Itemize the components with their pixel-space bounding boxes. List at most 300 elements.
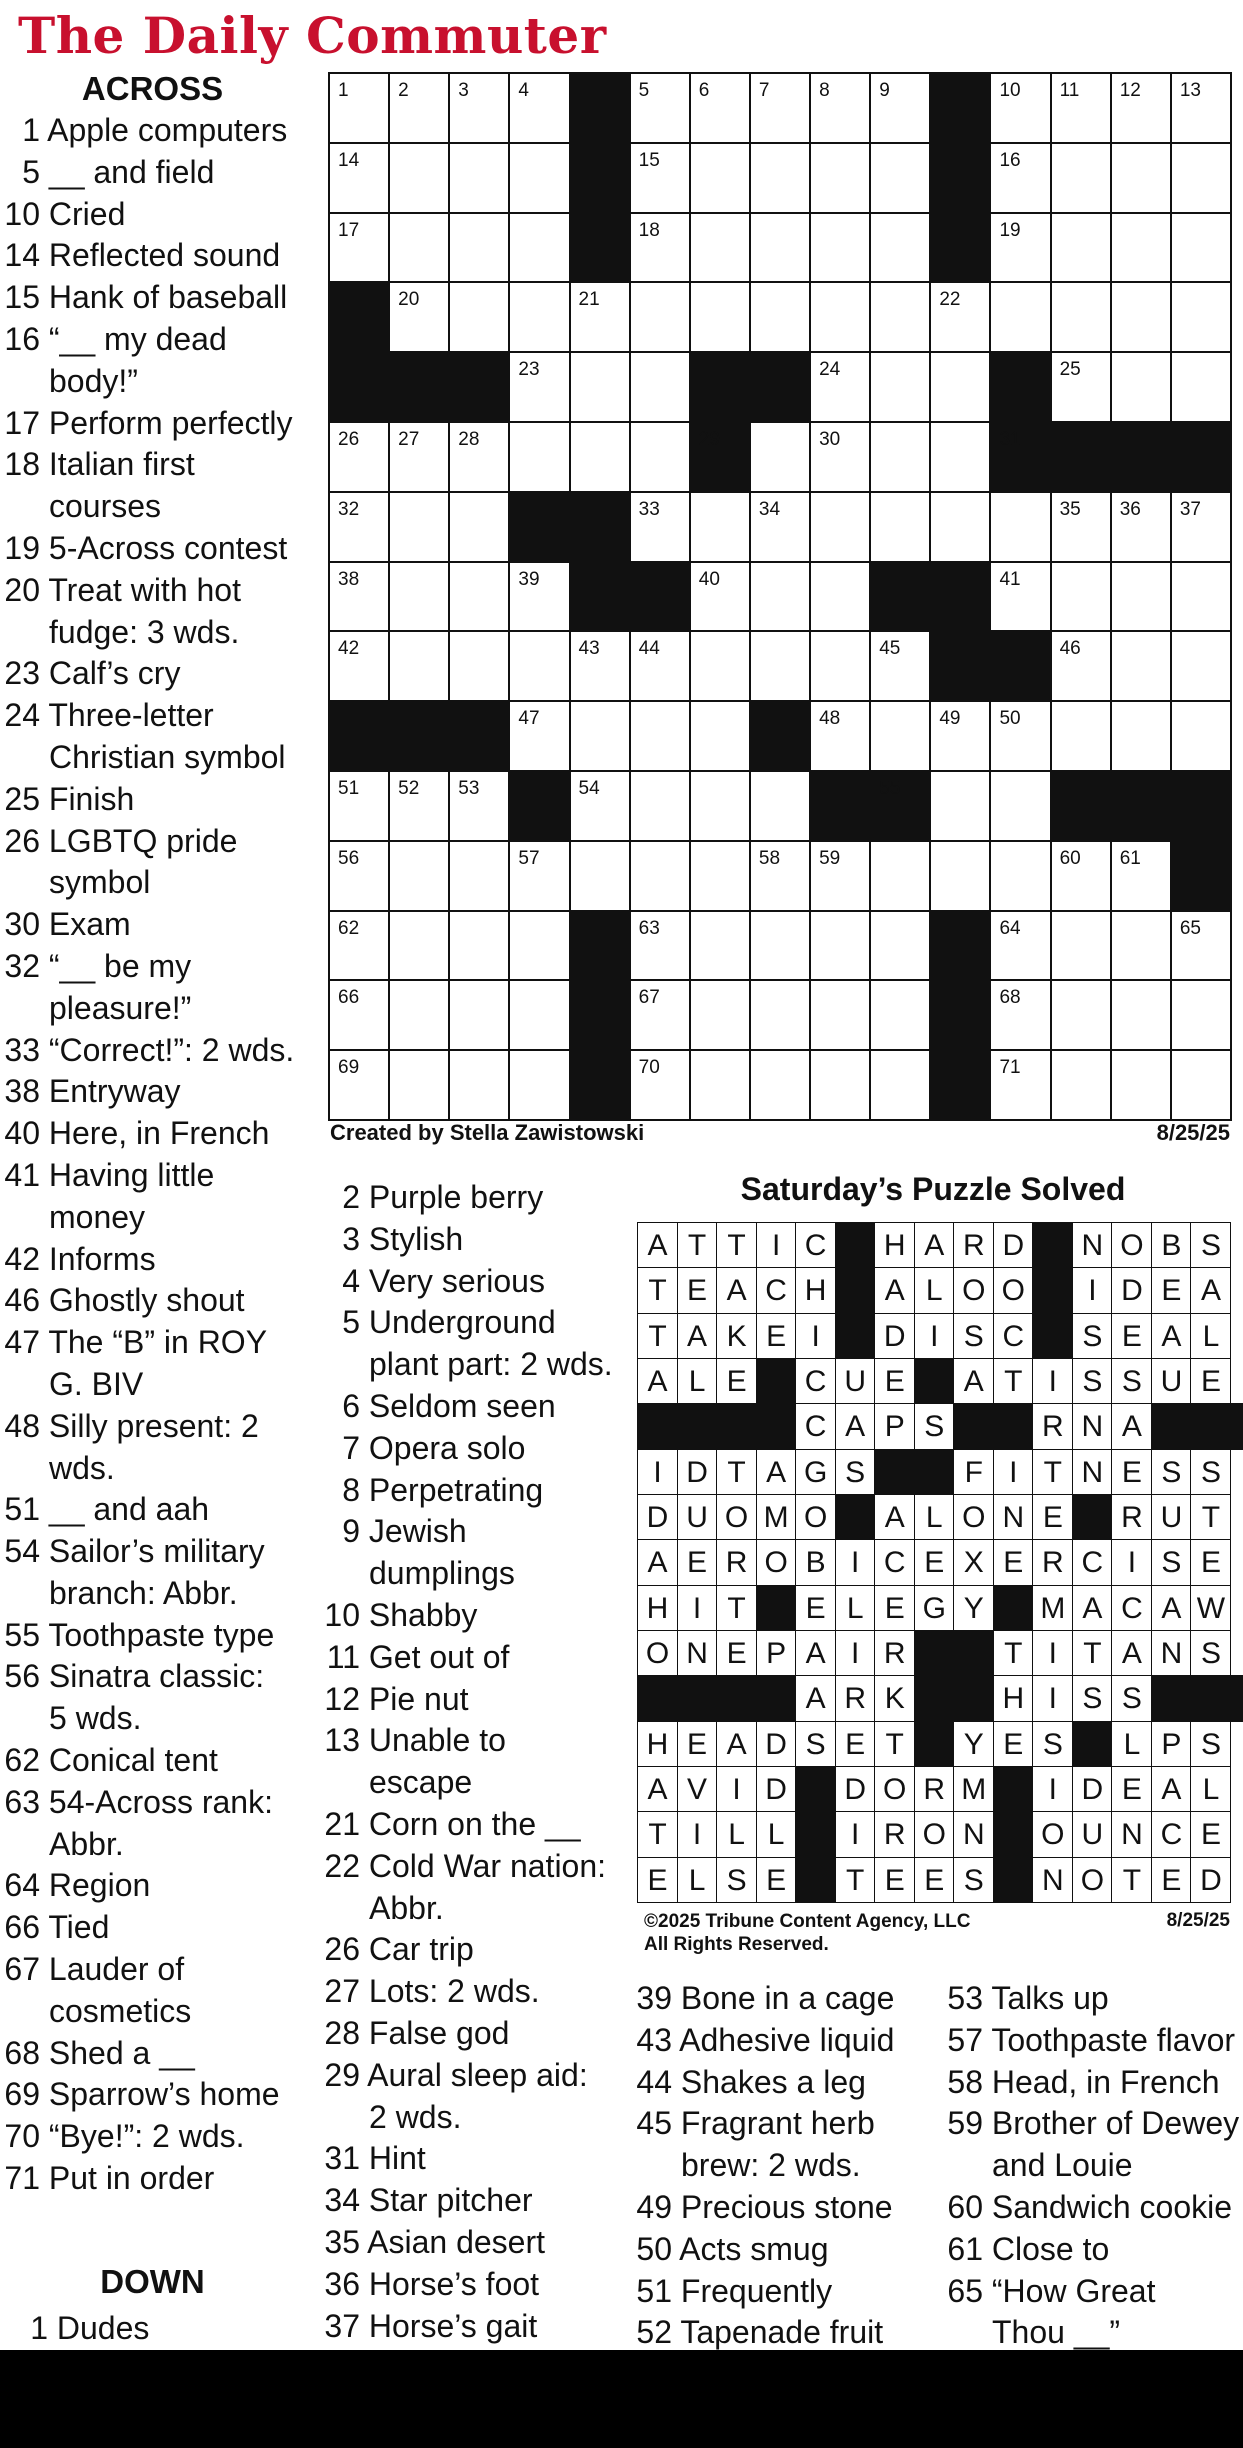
grid-cell[interactable] xyxy=(809,142,871,214)
grid-cell[interactable] xyxy=(629,421,691,493)
grid-cell[interactable] xyxy=(388,840,450,912)
solved-cell: D xyxy=(1111,1267,1152,1314)
grid-cell[interactable] xyxy=(869,491,931,563)
grid-cell[interactable] xyxy=(1110,72,1172,144)
grid-cell[interactable] xyxy=(1050,1049,1112,1121)
grid-cell[interactable] xyxy=(689,212,751,284)
grid-cell[interactable] xyxy=(388,281,450,353)
solved-cell: S xyxy=(953,1857,994,1904)
cell-number: 59 xyxy=(819,847,841,869)
black-square xyxy=(929,910,991,982)
grid-cell[interactable] xyxy=(1170,979,1232,1051)
clue-text: “__ be my xyxy=(40,947,192,984)
grid-cell[interactable] xyxy=(388,72,450,144)
black-square xyxy=(1110,770,1172,842)
down-clue-45 xyxy=(636,2103,894,2145)
grid-cell[interactable] xyxy=(749,561,811,633)
solved-cell: U xyxy=(835,1358,876,1405)
cell-number: 47 xyxy=(518,708,540,730)
grid-cell[interactable] xyxy=(448,281,510,353)
solved-grid xyxy=(637,1222,1230,1902)
grid-cell[interactable] xyxy=(448,421,510,493)
grid-cell[interactable] xyxy=(749,421,811,493)
grid-cell[interactable] xyxy=(508,561,570,633)
grid-cell[interactable] xyxy=(629,840,691,912)
down-clue-1 xyxy=(28,2308,149,2350)
grid-cell[interactable] xyxy=(508,72,570,144)
grid-cell[interactable] xyxy=(929,351,991,423)
grid-cell[interactable] xyxy=(749,142,811,214)
cell-number: 22 xyxy=(939,289,961,311)
across-clue-67 xyxy=(0,1949,320,1991)
grid-cell[interactable] xyxy=(809,700,871,772)
grid-cell[interactable] xyxy=(929,700,991,772)
grid-cell[interactable] xyxy=(809,491,871,563)
cell-number: 49 xyxy=(939,708,961,730)
grid-cell[interactable] xyxy=(1110,281,1172,353)
grid-cell[interactable] xyxy=(989,700,1051,772)
grid-cell[interactable] xyxy=(929,421,991,493)
grid-cell[interactable] xyxy=(328,72,390,144)
black-square xyxy=(869,561,931,633)
grid-cell[interactable] xyxy=(1110,561,1172,633)
grid-cell[interactable] xyxy=(1110,351,1172,423)
solved-black-square xyxy=(637,1675,678,1722)
cell-number: 70 xyxy=(638,1057,660,1079)
solved-cell: T xyxy=(874,1721,915,1768)
solved-black-square xyxy=(756,1675,797,1722)
across-clue-5 xyxy=(0,152,320,194)
grid-cell[interactable] xyxy=(689,979,751,1051)
grid-cell[interactable] xyxy=(1170,630,1232,702)
grid-cell[interactable] xyxy=(629,910,691,982)
grid-cell[interactable] xyxy=(388,910,450,982)
grid-cell[interactable] xyxy=(508,142,570,214)
grid-cell[interactable] xyxy=(328,770,390,842)
grid-cell[interactable] xyxy=(1110,700,1172,772)
grid-cell[interactable] xyxy=(869,840,931,912)
grid-cell[interactable] xyxy=(989,1049,1051,1121)
grid-cell[interactable] xyxy=(508,421,570,493)
grid-cell[interactable] xyxy=(689,770,751,842)
grid-cell[interactable] xyxy=(508,840,570,912)
solved-cell: S xyxy=(1072,1675,1113,1722)
clue-number: 59 xyxy=(947,2105,983,2142)
grid-cell[interactable] xyxy=(1050,491,1112,563)
solved-cell: L xyxy=(914,1494,955,1541)
grid-cell[interactable] xyxy=(689,1049,751,1121)
solved-cell: I xyxy=(795,1313,836,1360)
solved-cell: S xyxy=(1190,1222,1231,1269)
grid-cell[interactable] xyxy=(388,979,450,1051)
grid-cell[interactable] xyxy=(328,979,390,1051)
grid-cell[interactable] xyxy=(989,910,1051,982)
grid-cell[interactable] xyxy=(1170,910,1232,982)
grid-cell[interactable] xyxy=(989,840,1051,912)
grid-cell[interactable] xyxy=(1050,840,1112,912)
grid-cell[interactable] xyxy=(929,281,991,353)
cell-number: 20 xyxy=(398,289,420,311)
clue-text: Horse’s foot xyxy=(360,2265,540,2302)
grid-cell[interactable] xyxy=(749,979,811,1051)
grid-cell[interactable] xyxy=(508,281,570,353)
solved-cell: C xyxy=(795,1403,836,1450)
clue-number: 18 xyxy=(4,446,40,483)
grid-cell[interactable] xyxy=(689,561,751,633)
solved-cell: C xyxy=(1151,1811,1192,1858)
grid-cell[interactable] xyxy=(1050,212,1112,284)
grid-cell[interactable] xyxy=(448,72,510,144)
grid-cell[interactable] xyxy=(689,910,751,982)
solved-cell: A xyxy=(953,1358,994,1405)
solved-black-square xyxy=(756,1585,797,1632)
solved-cell: A xyxy=(716,1721,757,1768)
copyright xyxy=(644,1910,971,1956)
grid-cell[interactable] xyxy=(689,281,751,353)
grid-cell[interactable] xyxy=(809,979,871,1051)
solved-cell: H xyxy=(637,1585,678,1632)
clue-number: 9 xyxy=(342,1513,360,1550)
grid-cell[interactable] xyxy=(749,840,811,912)
grid-cell[interactable] xyxy=(388,561,450,633)
grid-cell[interactable] xyxy=(1170,281,1232,353)
solved-cell: L xyxy=(677,1857,718,1904)
grid-cell[interactable] xyxy=(629,351,691,423)
grid-cell[interactable] xyxy=(629,142,691,214)
grid-cell[interactable] xyxy=(569,421,631,493)
cell-number: 14 xyxy=(338,149,360,171)
grid-cell[interactable] xyxy=(508,212,570,284)
grid-cell[interactable] xyxy=(629,630,691,702)
grid-cell[interactable] xyxy=(388,1049,450,1121)
grid-cell[interactable] xyxy=(1050,630,1112,702)
grid-cell[interactable] xyxy=(388,142,450,214)
grid-cell[interactable] xyxy=(629,72,691,144)
grid-cell[interactable] xyxy=(989,491,1051,563)
grid-cell[interactable] xyxy=(929,840,991,912)
clue-number: 16 xyxy=(4,320,40,357)
across-clue-20-cont: fudge: 3 wds. xyxy=(49,613,240,650)
grid-cell[interactable] xyxy=(749,630,811,702)
grid-cell[interactable] xyxy=(569,351,631,423)
clue-number: 10 xyxy=(4,195,40,232)
solved-cell: E xyxy=(756,1313,797,1360)
down-clue-26 xyxy=(320,1929,613,1971)
grid-cell[interactable] xyxy=(749,1049,811,1121)
solved-cell: I xyxy=(637,1449,678,1496)
grid-cell[interactable] xyxy=(1170,212,1232,284)
grid-cell[interactable] xyxy=(569,700,631,772)
across-clue-16 xyxy=(0,319,320,361)
grid-cell[interactable] xyxy=(569,840,631,912)
across-clue-56-cont: 5 wds. xyxy=(49,1700,142,1737)
solved-cell: N xyxy=(677,1630,718,1677)
clue-number: 12 xyxy=(324,1680,360,1717)
solved-cell: N xyxy=(1072,1449,1113,1496)
grid-cell[interactable] xyxy=(1050,281,1112,353)
grid-cell[interactable] xyxy=(328,910,390,982)
grid-cell[interactable] xyxy=(869,72,931,144)
grid-cell[interactable] xyxy=(809,72,871,144)
solved-black-square xyxy=(716,1403,757,1450)
grid-cell[interactable] xyxy=(448,491,510,563)
solved-cell: U xyxy=(1151,1358,1192,1405)
grid-cell[interactable] xyxy=(448,142,510,214)
solved-cell: O xyxy=(1111,1222,1152,1269)
clue-text: Purple berry xyxy=(360,1179,544,1215)
solved-cell: L xyxy=(914,1267,955,1314)
clue-number: 32 xyxy=(4,947,40,984)
across-clue-54 xyxy=(0,1531,320,1573)
clue-number: 51 xyxy=(636,2272,672,2309)
solved-cell: N xyxy=(1072,1222,1113,1269)
grid-cell[interactable] xyxy=(569,281,631,353)
solved-cell: D xyxy=(756,1721,797,1768)
solved-black-square xyxy=(756,1358,797,1405)
down-clue-43 xyxy=(636,2020,894,2062)
solved-cell: O xyxy=(874,1766,915,1813)
clue-text: Treat with hot xyxy=(40,571,241,608)
clue-text: Lots: 2 wds. xyxy=(360,1973,540,2010)
grid-cell[interactable] xyxy=(989,281,1051,353)
grid-cell[interactable] xyxy=(388,421,450,493)
grid-cell[interactable] xyxy=(328,142,390,214)
cell-number: 45 xyxy=(879,638,901,660)
grid-cell[interactable] xyxy=(689,491,751,563)
clue-number: 67 xyxy=(4,1951,40,1988)
clue-number: 53 xyxy=(947,1980,983,2016)
grid-cell[interactable] xyxy=(629,979,691,1051)
cell-number: 31 xyxy=(999,429,1021,450)
grid-cell[interactable] xyxy=(629,700,691,772)
grid-cell[interactable] xyxy=(929,491,991,563)
grid-cell[interactable] xyxy=(809,910,871,982)
down-clue-36 xyxy=(320,2264,613,2306)
grid-cell[interactable] xyxy=(328,421,390,493)
grid-cell[interactable] xyxy=(1110,630,1172,702)
grid-cell[interactable] xyxy=(689,72,751,144)
grid-cell[interactable] xyxy=(1110,142,1172,214)
grid-cell[interactable] xyxy=(328,1049,390,1121)
clue-text: Entryway xyxy=(40,1073,181,1110)
grid-cell[interactable] xyxy=(809,351,871,423)
across-clue-42 xyxy=(0,1239,320,1281)
grid-cell[interactable] xyxy=(1050,351,1112,423)
grid-cell[interactable] xyxy=(508,1049,570,1121)
down-clue-51 xyxy=(636,2271,894,2313)
across-clue-18 xyxy=(0,444,320,486)
cell-number: 13 xyxy=(1179,80,1201,101)
grid-cell[interactable] xyxy=(388,770,450,842)
grid-cell[interactable] xyxy=(1170,351,1232,423)
solved-cell: N xyxy=(1032,1857,1073,1904)
grid-cell[interactable] xyxy=(1170,142,1232,214)
grid-cell[interactable] xyxy=(1050,979,1112,1051)
clue-number: 66 xyxy=(4,1909,40,1946)
grid-cell[interactable] xyxy=(388,212,450,284)
solved-black-square xyxy=(1032,1313,1073,1360)
black-square xyxy=(1050,421,1112,493)
clue-number: 28 xyxy=(324,2014,360,2051)
grid-cell[interactable] xyxy=(809,421,871,493)
grid-cell[interactable] xyxy=(869,281,931,353)
grid-cell[interactable] xyxy=(1110,840,1172,912)
black-square xyxy=(749,700,811,772)
clue-number: 50 xyxy=(636,2230,672,2267)
grid-cell[interactable] xyxy=(328,561,390,633)
grid-cell[interactable] xyxy=(869,421,931,493)
grid-cell[interactable] xyxy=(629,491,691,563)
grid-cell[interactable] xyxy=(1110,212,1172,284)
clue-text: Region xyxy=(40,1867,151,1904)
grid-cell[interactable] xyxy=(1170,561,1232,633)
grid-cell[interactable] xyxy=(749,910,811,982)
grid-cell[interactable] xyxy=(448,770,510,842)
across-clue-38 xyxy=(0,1071,320,1113)
solved-cell: A xyxy=(716,1267,757,1314)
solved-cell: I xyxy=(1111,1539,1152,1586)
grid-cell[interactable] xyxy=(749,491,811,563)
solved-cell: C xyxy=(993,1313,1034,1360)
grid-cell[interactable] xyxy=(448,910,510,982)
across-clue-62 xyxy=(0,1740,320,1782)
grid-cell[interactable] xyxy=(989,770,1051,842)
solved-cell: A xyxy=(756,1449,797,1496)
grid-cell[interactable] xyxy=(929,770,991,842)
clue-text: Conical tent xyxy=(40,1742,218,1779)
solved-cell: C xyxy=(874,1539,915,1586)
grid-cell[interactable] xyxy=(749,770,811,842)
grid-cell[interactable] xyxy=(1050,142,1112,214)
grid-cell[interactable] xyxy=(508,351,570,423)
grid-cell[interactable] xyxy=(689,700,751,772)
solved-cell: O xyxy=(795,1494,836,1541)
clue-text: Italian first xyxy=(40,446,195,483)
solved-cell: D xyxy=(993,1222,1034,1269)
solved-black-square xyxy=(756,1403,797,1450)
grid-cell[interactable] xyxy=(809,281,871,353)
grid-cell[interactable] xyxy=(869,212,931,284)
grid-cell[interactable] xyxy=(448,561,510,633)
grid-cell[interactable] xyxy=(869,700,931,772)
cell-number: 25 xyxy=(1059,359,1081,381)
grid-cell[interactable] xyxy=(629,770,691,842)
grid-cell[interactable] xyxy=(629,281,691,353)
grid-cell[interactable] xyxy=(869,910,931,982)
solved-cell: I xyxy=(716,1766,757,1813)
grid-cell[interactable] xyxy=(989,212,1051,284)
grid-cell[interactable] xyxy=(448,840,510,912)
clue-number: 49 xyxy=(636,2188,672,2225)
grid-cell[interactable] xyxy=(1110,910,1172,982)
grid-cell[interactable] xyxy=(689,142,751,214)
grid-cell[interactable] xyxy=(869,1049,931,1121)
grid-cell[interactable] xyxy=(869,142,931,214)
solved-cell: E xyxy=(914,1539,955,1586)
black-square xyxy=(569,491,631,563)
grid-cell[interactable] xyxy=(689,630,751,702)
grid-cell[interactable] xyxy=(328,840,390,912)
grid-cell[interactable] xyxy=(1050,561,1112,633)
clue-number: 6 xyxy=(342,1387,360,1424)
grid-cell[interactable] xyxy=(809,561,871,633)
grid-cell[interactable] xyxy=(809,1049,871,1121)
clue-text: Put in order xyxy=(40,2160,215,2197)
solved-cell: C xyxy=(756,1267,797,1314)
clue-number: 17 xyxy=(4,404,40,441)
grid-cell[interactable] xyxy=(1110,491,1172,563)
grid-cell[interactable] xyxy=(388,630,450,702)
grid-cell[interactable] xyxy=(749,212,811,284)
grid-cell[interactable] xyxy=(448,1049,510,1121)
clue-text: 5-Across contest xyxy=(40,529,288,566)
grid-cell[interactable] xyxy=(1050,700,1112,772)
cell-number: 32 xyxy=(338,498,360,520)
grid-cell[interactable] xyxy=(1110,979,1172,1051)
grid-cell[interactable] xyxy=(989,72,1051,144)
grid-cell[interactable] xyxy=(1170,1049,1232,1121)
grid-cell[interactable] xyxy=(328,491,390,563)
grid-cell[interactable] xyxy=(388,491,450,563)
grid-cell[interactable] xyxy=(629,1049,691,1121)
grid-cell[interactable] xyxy=(1170,491,1232,563)
clue-number: 20 xyxy=(4,571,40,608)
grid-cell[interactable] xyxy=(749,281,811,353)
across-clue-20 xyxy=(0,570,320,612)
grid-cell[interactable] xyxy=(749,72,811,144)
grid-cell[interactable] xyxy=(809,840,871,912)
solved-cell: E xyxy=(1151,1267,1192,1314)
across-clue-69 xyxy=(0,2074,320,2116)
grid-cell[interactable] xyxy=(809,212,871,284)
grid-cell[interactable] xyxy=(569,630,631,702)
grid-cell[interactable] xyxy=(629,212,691,284)
grid-cell[interactable] xyxy=(1050,910,1112,982)
solved-cell: Y xyxy=(953,1585,994,1632)
solved-cell: M xyxy=(953,1766,994,1813)
grid-cell[interactable] xyxy=(508,979,570,1051)
grid-cell[interactable] xyxy=(869,351,931,423)
solved-cell: I xyxy=(756,1222,797,1269)
grid-cell[interactable] xyxy=(508,700,570,772)
solved-cell: D xyxy=(1072,1766,1113,1813)
grid-cell[interactable] xyxy=(689,840,751,912)
grid-cell[interactable] xyxy=(869,630,931,702)
grid-cell[interactable] xyxy=(989,561,1051,633)
grid-cell[interactable] xyxy=(569,770,631,842)
grid-cell[interactable] xyxy=(869,979,931,1051)
grid-cell[interactable] xyxy=(809,630,871,702)
grid-cell[interactable] xyxy=(328,212,390,284)
grid-cell[interactable] xyxy=(1170,700,1232,772)
grid-cell[interactable] xyxy=(1170,72,1232,144)
solved-black-square xyxy=(953,1403,994,1450)
grid-cell[interactable] xyxy=(1110,1049,1172,1121)
clue-text: Close to xyxy=(983,2230,1110,2267)
grid-cell[interactable] xyxy=(508,630,570,702)
grid-cell[interactable] xyxy=(448,212,510,284)
clue-text: Unable to xyxy=(360,1722,506,1759)
grid-cell[interactable] xyxy=(328,630,390,702)
down-clue-45-cont: brew: 2 wds. xyxy=(681,2147,861,2184)
grid-cell[interactable] xyxy=(989,142,1051,214)
grid-cell[interactable] xyxy=(448,630,510,702)
grid-cell[interactable] xyxy=(508,910,570,982)
grid-cell[interactable] xyxy=(1050,72,1112,144)
grid-cell[interactable] xyxy=(989,979,1051,1051)
grid-cell[interactable] xyxy=(448,979,510,1051)
clue-text: Brother of Dewey xyxy=(983,2105,1240,2142)
